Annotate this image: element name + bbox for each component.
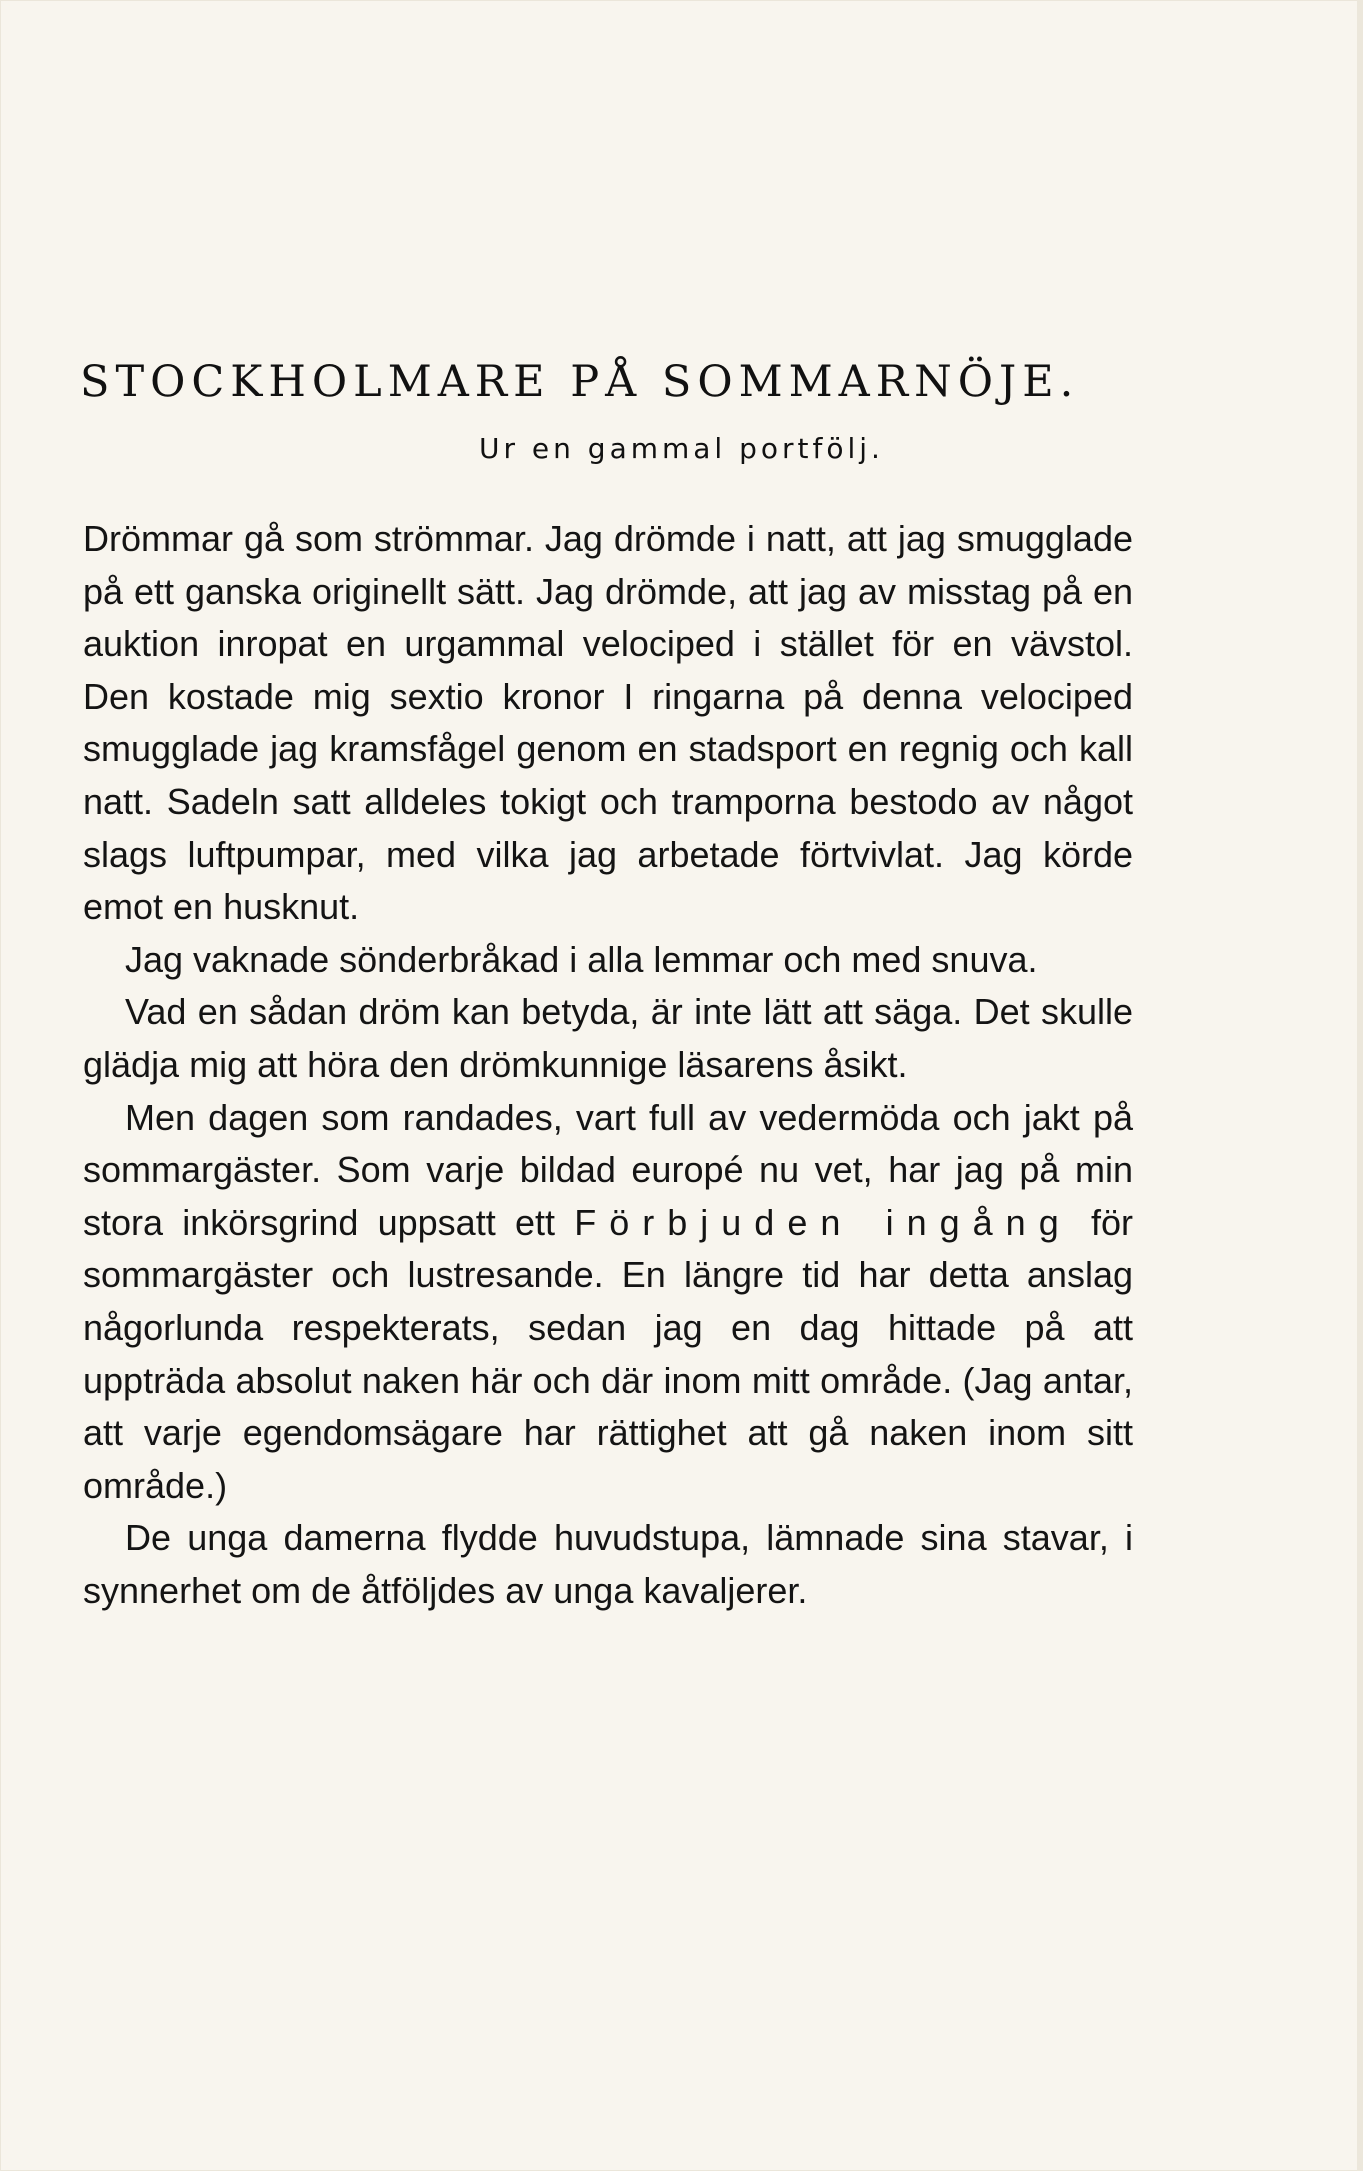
paragraph-text: för sommargäster och lustresande. En längre tid har detta anslag någorlunda respekterats, sedan jag en dag hittade på att uppträda absolut naken här och där inom mitt område. (Jag antar, att varje egendomsägare har rättighet att gå naken inom sitt område.)	[83, 1201, 1133, 1506]
page-edge	[1357, 0, 1363, 2171]
chapter-title: STOCKHOLMARE PÅ SOMMARNÖJE.	[80, 357, 1080, 407]
paragraph: Drömmar gå som strömmar. Jag drömde i natt, att jag smugglade på ett ganska originellt sätt. Jag drömde, att jag av misstag på en auktion inropat en urgammal velociped i stället för en vävstol. Den kostade mig sextio kronor I ringarna på denna velociped smugglade jag kramsfågel genom en stadsport en regnig och kall natt. Sadeln satt alldeles tokigt och tramporna bestodo av något slags luftpumpar, med vilka jag arbetade förtvivlat. Jag körde emot en husknut.	[83, 518, 1133, 928]
paragraph-text: Men dagen som randades, vart full av vedermöda och jakt på sommargäster. Som varje bildad europé nu vet, har jag på min stora inkörsgrind uppsatt ett	[83, 1096, 1133, 1243]
paragraph: Vad en sådan dröm kan betyda, är inte lätt att säga. Det skulle glädja mig att höra den drömkunnige läsarens åsikt.	[83, 991, 1133, 1085]
paragraph	[83, 1092, 1133, 1513]
chapter-subtitle: Ur en gammal portfölj.	[479, 432, 884, 465]
paragraph: Jag vaknade sönderbråkad i alla lemmar och med snuva.	[125, 938, 1038, 980]
paragraph: De unga damerna flydde huvudstupa, lämnade sina stavar, i synnerhet om de åtföljdes av unga kavaljerer.	[83, 1517, 1133, 1611]
sign-text-spaced: Förbjuden ingång	[574, 1201, 1072, 1243]
chapter-body	[83, 513, 1133, 1617]
